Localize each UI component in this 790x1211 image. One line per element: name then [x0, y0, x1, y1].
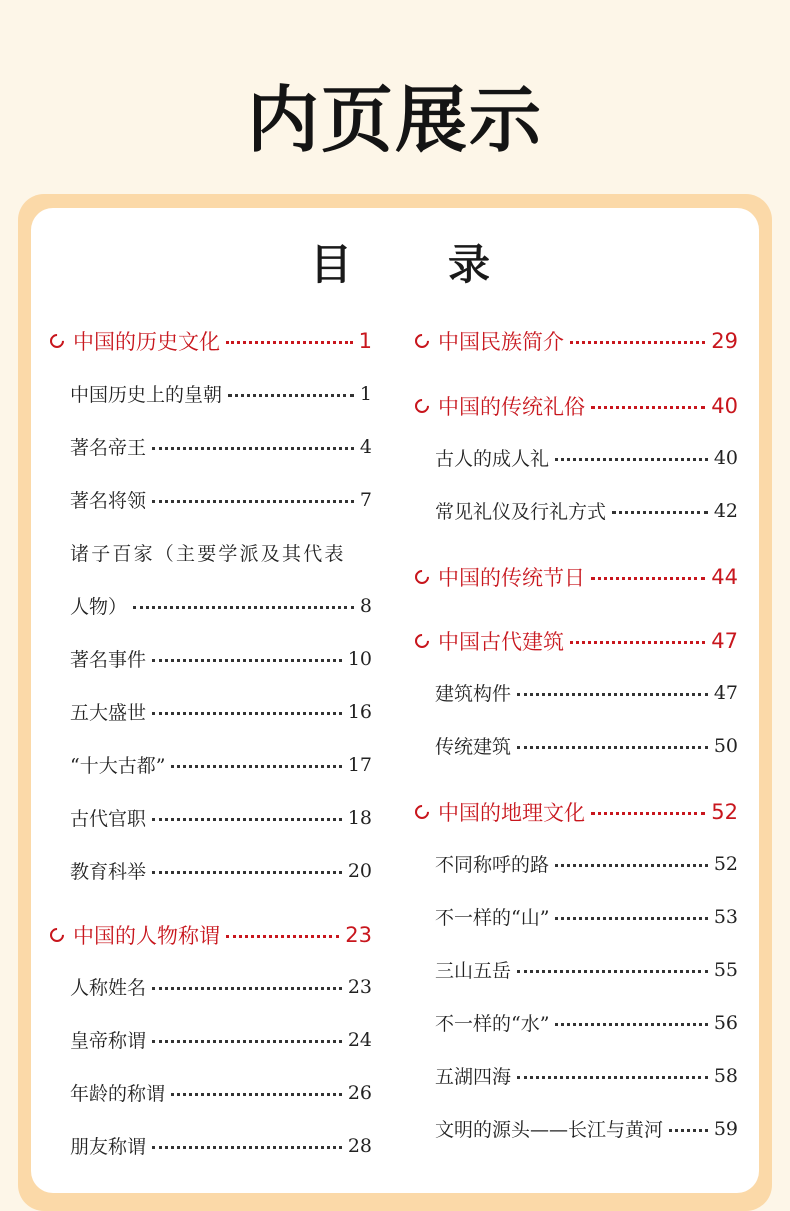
- toc-page-number: 23: [347, 975, 372, 998]
- dot-leader: [591, 577, 705, 580]
- dot-leader: [555, 864, 708, 867]
- toc-page-number: 55: [713, 958, 738, 981]
- dot-leader: [612, 511, 708, 514]
- toc-page-number: 23: [345, 922, 372, 947]
- toc-item[interactable]: [415, 996, 738, 1049]
- toc-section[interactable]: [415, 614, 738, 667]
- toc-section-label: 中国古代建筑: [438, 629, 564, 654]
- circle-bullet-icon: [412, 396, 432, 416]
- toc-item[interactable]: [50, 420, 372, 473]
- toc-page-number: 52: [713, 852, 738, 875]
- toc-item-label: 年龄的称谓: [70, 1083, 166, 1105]
- dot-leader: [152, 818, 342, 821]
- toc-item[interactable]: [50, 473, 372, 526]
- dot-leader: [517, 746, 708, 749]
- toc-page-number: 50: [713, 734, 738, 757]
- toc-page-number: 20: [347, 859, 372, 882]
- toc-page-number: 16: [347, 700, 372, 723]
- toc-item[interactable]: [50, 844, 372, 897]
- toc-section-label: 中国的地理文化: [438, 800, 585, 825]
- dot-leader: [152, 987, 342, 990]
- toc-item-label: 人物）: [70, 596, 128, 618]
- toc-page-number: 18: [347, 806, 372, 829]
- toc-item-label: 建筑构件: [435, 683, 512, 705]
- dot-leader: [517, 1076, 708, 1079]
- toc-section-label: 中国的传统节日: [438, 565, 585, 590]
- toc-page-number: 10: [347, 647, 372, 670]
- toc-item-label: 五湖四海: [435, 1066, 512, 1088]
- toc-section-label: 中国民族简介: [438, 329, 564, 354]
- toc-section[interactable]: [50, 314, 372, 367]
- toc-item-label: 著名将领: [70, 490, 147, 512]
- dot-leader: [228, 394, 354, 397]
- toc-item[interactable]: [50, 1066, 372, 1119]
- toc-page-number: 4: [359, 435, 372, 458]
- dot-leader: [152, 871, 342, 874]
- toc-item[interactable]: [50, 632, 372, 685]
- toc-section[interactable]: [415, 314, 738, 367]
- toc-page-number: 59: [713, 1117, 738, 1140]
- dot-leader: [152, 659, 342, 662]
- dot-leader: [591, 812, 705, 815]
- circle-bullet-icon: [412, 631, 432, 651]
- toc-page-number: 58: [713, 1064, 738, 1087]
- circle-bullet-icon: [412, 802, 432, 822]
- dot-leader: [152, 712, 342, 715]
- toc-item[interactable]: [415, 431, 738, 484]
- page-title: 内页展示: [246, 78, 543, 162]
- toc-item-label: 著名事件: [70, 649, 147, 671]
- toc-item-label: 著名帝王: [70, 437, 147, 459]
- toc-section[interactable]: [415, 550, 738, 603]
- toc-section[interactable]: [50, 908, 372, 961]
- toc-section[interactable]: [415, 379, 738, 432]
- toc-page-number: 29: [711, 328, 738, 353]
- dot-leader: [517, 970, 708, 973]
- toc-section[interactable]: [415, 785, 738, 838]
- toc-item[interactable]: [415, 1102, 738, 1155]
- toc-item-label: 不同称呼的路: [435, 854, 550, 876]
- toc-item-label: 朋友称谓: [70, 1136, 147, 1158]
- dot-leader: [517, 693, 708, 696]
- dot-leader: [171, 1093, 342, 1096]
- toc-item[interactable]: [50, 526, 372, 579]
- toc-page-number: 44: [711, 564, 738, 589]
- toc-section-label: 中国的传统礼俗: [438, 394, 585, 419]
- circle-bullet-icon: [412, 331, 432, 351]
- toc-page-number: 1: [359, 382, 372, 405]
- toc-page-number: 26: [347, 1081, 372, 1104]
- toc-page-number: 53: [713, 905, 738, 928]
- toc-item-label: 教育科举: [70, 861, 147, 883]
- toc-page-number: 52: [711, 799, 738, 824]
- dot-leader: [152, 500, 354, 503]
- toc-item[interactable]: [50, 367, 372, 420]
- dot-leader: [152, 1040, 342, 1043]
- dot-leader: [591, 406, 705, 409]
- toc-item[interactable]: [50, 738, 372, 791]
- toc-page-number: 28: [347, 1134, 372, 1157]
- toc-item-label: 古人的成人礼: [435, 448, 550, 470]
- toc-item[interactable]: [50, 579, 372, 632]
- circle-bullet-icon: [412, 567, 432, 587]
- toc-item[interactable]: [50, 960, 372, 1013]
- dot-leader: [152, 1146, 342, 1149]
- dot-leader: [171, 765, 341, 768]
- dot-leader: [669, 1129, 708, 1132]
- dot-leader: [152, 447, 354, 450]
- toc-item[interactable]: [50, 1119, 372, 1172]
- dot-leader: [226, 341, 353, 344]
- toc-title-char: 目: [310, 240, 353, 289]
- dot-leader: [555, 458, 708, 461]
- toc-item-label: 不一样的“山”: [435, 907, 550, 929]
- dot-leader: [555, 1023, 707, 1026]
- toc-item[interactable]: [415, 890, 738, 943]
- toc-page-number: 47: [711, 628, 738, 653]
- toc-page-number: 24: [347, 1028, 372, 1051]
- dot-leader: [570, 641, 705, 644]
- toc-item-label: 传统建筑: [435, 736, 512, 758]
- dot-leader: [226, 935, 339, 938]
- toc-item[interactable]: [415, 666, 738, 719]
- circle-bullet-icon: [47, 925, 67, 945]
- toc-item[interactable]: [50, 685, 372, 738]
- toc-item[interactable]: [415, 719, 738, 772]
- toc-item-label: 诸子百家（主要学派及其代表: [70, 543, 346, 565]
- toc-page-number: 56: [713, 1011, 738, 1034]
- toc-item[interactable]: [415, 1049, 738, 1102]
- toc-item-label: 皇帝称谓: [70, 1030, 147, 1052]
- toc-page-number: 1: [358, 328, 372, 353]
- toc-item[interactable]: [415, 837, 738, 890]
- dot-leader: [555, 917, 707, 920]
- toc-item-label: 古代官职: [70, 808, 147, 830]
- toc-title-char: 录: [447, 240, 490, 289]
- circle-bullet-icon: [47, 331, 67, 351]
- toc-page-number: 47: [713, 681, 738, 704]
- toc-item-label: 文明的源头——长江与黄河: [435, 1119, 664, 1141]
- toc-item-label: “十大古都”: [70, 755, 166, 777]
- toc-page-number: 17: [347, 753, 372, 776]
- dot-leader: [570, 341, 705, 344]
- toc-item-label: 不一样的“水”: [435, 1013, 550, 1035]
- toc-item-label: 常见礼仪及行礼方式: [435, 501, 607, 523]
- toc-section-label: 中国的人物称谓: [73, 923, 220, 948]
- toc-page-number: 42: [713, 499, 738, 522]
- toc-section-label: 中国的历史文化: [73, 329, 220, 354]
- toc-page-number: 7: [359, 488, 372, 511]
- toc-item-label: 五大盛世: [70, 702, 147, 724]
- toc-item[interactable]: [415, 943, 738, 996]
- toc-page-number: 40: [713, 446, 738, 469]
- dot-leader: [133, 606, 354, 609]
- toc-item-label: 人称姓名: [70, 977, 147, 999]
- toc-page-number: 40: [711, 393, 738, 418]
- toc-item[interactable]: [415, 484, 738, 537]
- toc-item[interactable]: [50, 1013, 372, 1066]
- toc-item-label: 三山五岳: [435, 960, 512, 982]
- toc-title: [310, 232, 490, 292]
- toc-page-number: 8: [359, 594, 372, 617]
- toc-item-label: 中国历史上的皇朝: [70, 384, 223, 406]
- toc-item[interactable]: [50, 791, 372, 844]
